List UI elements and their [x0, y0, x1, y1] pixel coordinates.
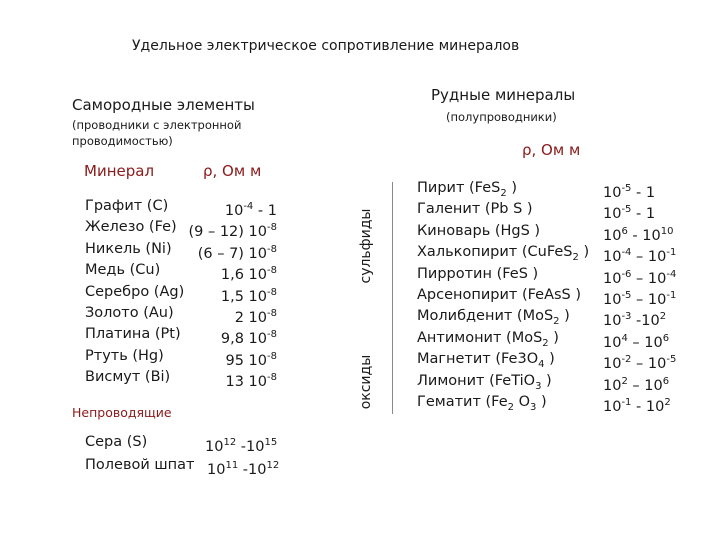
ore-minerals-subheading: (полупроводники) [446, 110, 557, 124]
resistivity-value: 1,5 $10^{-8}$ [220, 286, 277, 305]
mineral-name: Пирротин (FeS ) [417, 265, 539, 282]
ore-mineral-row [417, 242, 685, 263]
native-elements-subheading [72, 117, 262, 149]
resistivity-value: $10^{-5} - 1$ [603, 204, 656, 223]
mineral-name: Полевой шпат [85, 457, 195, 473]
nonconductive-row [85, 431, 285, 454]
native-element-row [85, 346, 277, 367]
native-elements-list [85, 196, 277, 389]
ore-mineral-row [417, 264, 685, 285]
ore-mineral-row [417, 349, 685, 370]
group-divider-line [392, 182, 393, 414]
mineral-name: Никель (Ni) [85, 240, 172, 257]
resistivity-value: $10^{-4} - 1$ [224, 201, 277, 219]
native-subheading-text: (проводники с электронной проводимостью) [72, 118, 242, 148]
mineral-name: Магнетит ($Fe3O_4$ ) [417, 351, 555, 371]
mineral-name: Пирит (FeS$_2$ ) [417, 180, 517, 199]
mineral-name: Арсенопирит (FeAsS ) [417, 286, 582, 303]
native-element-row [85, 303, 277, 324]
mineral-name: Галенит (Pb S ) [417, 201, 533, 218]
native-element-row [85, 239, 277, 260]
mineral-name: Ртуть (Hg) [85, 347, 164, 364]
native-element-row [85, 324, 277, 348]
native-element-row [85, 217, 277, 241]
ore-mineral-row [417, 328, 685, 349]
resistivity-value: $10^6 - 10^{10}$ [603, 225, 674, 244]
mineral-name: Киноварь (HgS ) [417, 222, 541, 239]
resistivity-value: $10^{-5} - 1$ [603, 183, 656, 201]
column-mineral-header: Минерал [84, 162, 155, 180]
group-label-oxides: оксиды [358, 354, 374, 410]
ore-mineral-row [417, 371, 685, 392]
group-label-sulfides: сульфиды [358, 208, 374, 284]
mineral-name: Антимонит (MoS$_2$ ) [417, 329, 559, 349]
mineral-name: Медь (Cu) [85, 262, 161, 279]
nonconductive-row [85, 454, 285, 477]
resistivity-value: 13 $10^{-8}$ [225, 372, 277, 390]
mineral-name: Молибденит (MoS$_2$ ) [417, 308, 570, 328]
ore-mineral-row [417, 199, 685, 223]
mineral-name: Лимонит (FeTiO$_3$ ) [417, 372, 552, 392]
ore-minerals-list [417, 178, 685, 413]
ore-mineral-row [417, 285, 685, 306]
native-element-row [85, 260, 277, 281]
ore-rho-header: ρ, Ом м [522, 141, 581, 159]
ore-minerals-heading: Рудные минералы [431, 86, 576, 104]
ore-mineral-row [417, 221, 685, 242]
native-element-row [85, 282, 277, 303]
resistivity-value: (9 – 12) $10^{-8}$ [188, 222, 277, 241]
mineral-name: Гематит ($Fe_2$ $O_3$ ) [417, 393, 547, 413]
resistivity-value: $10^{-3}$ $-10^2$ [603, 311, 667, 330]
resistivity-value: $10^{-1} - 10^2$ [603, 396, 671, 415]
resistivity-value: 1,6 $10^{-8}$ [220, 265, 277, 283]
resistivity-value: $10^{-6} - 10^{-4}$ [603, 268, 677, 287]
resistivity-value: $10^{-2} - 10^{-5}$ [603, 354, 677, 372]
mineral-name: Золото (Au) [85, 304, 174, 321]
mineral-name: Железо (Fe) [85, 219, 177, 236]
mineral-name: Серебро (Ag) [85, 283, 185, 300]
mineral-name: Халькопирит (CuFeS$_2$ ) [417, 244, 590, 264]
ore-mineral-row [417, 392, 685, 413]
ore-mineral-row [417, 178, 685, 199]
resistivity-value: $10^{-5} - 10^{-1}$ [603, 289, 677, 308]
resistivity-value: (6 – 7) $10^{-8}$ [197, 243, 277, 262]
nonconductive-list [85, 431, 285, 477]
resistivity-value: $10^2 - 10^6$ [603, 375, 670, 394]
mineral-name: Платина (Pt) [85, 326, 181, 343]
mineral-name: Графит (С) [85, 198, 169, 214]
ore-mineral-row [417, 306, 685, 330]
mineral-name: Сера (S) [85, 434, 148, 450]
mineral-name: Висмут (Bi) [85, 369, 171, 386]
native-element-row [85, 196, 277, 217]
page-title: Удельное электрическое сопротивление минералов [132, 38, 520, 54]
resistivity-value: $10^4 - 10^6$ [603, 332, 670, 351]
resistivity-value: 2 $10^{-8}$ [234, 307, 277, 326]
native-elements-heading: Самородные элементы [72, 96, 255, 114]
resistivity-value: $10^{11}$ $-10^{12}$ [207, 460, 280, 478]
resistivity-value: $10^{-4} - 10^{-1}$ [603, 247, 677, 265]
resistivity-value: 9,8 $10^{-8}$ [220, 329, 277, 348]
native-element-row [85, 367, 277, 388]
nonconductive-heading: Непроводящие [72, 405, 172, 420]
column-rho-header: ρ, Ом м [203, 162, 262, 180]
resistivity-value: 95 $10^{-8}$ [225, 350, 277, 369]
resistivity-value: $10^{12}$ $-10^{15}$ [205, 437, 278, 455]
